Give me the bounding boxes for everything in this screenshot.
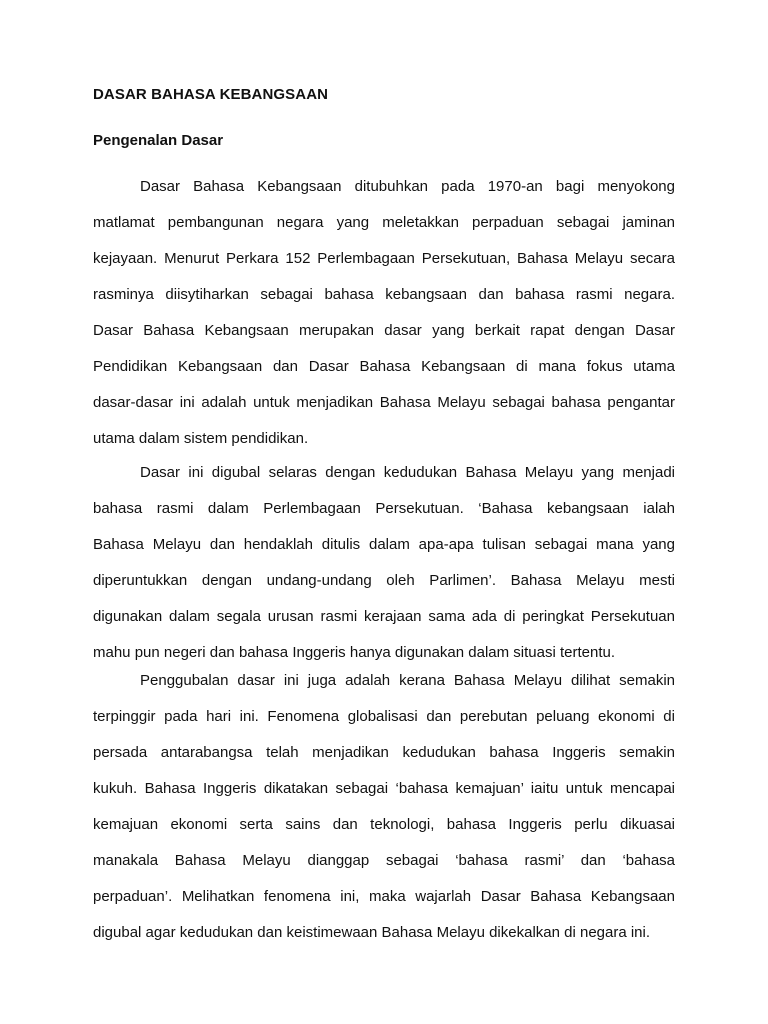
paragraph-line: digubal agar kedudukan dan keistimewaan Bahasa Melayu dikekalkan di negara ini. — [93, 924, 651, 941]
paragraph-line: Dasar ini digubal selaras dengan kedudukan Bahasa Melayu yang menjadi — [140, 464, 675, 481]
paragraph-line: Dasar Bahasa Kebangsaan merupakan dasar yang berkait rapat dengan Dasar — [93, 322, 675, 339]
paragraph-line: digunakan dalam segala urusan rasmi kerajaan sama ada di peringkat Persekutuan — [93, 608, 675, 625]
document-title: DASAR BAHASA KEBANGSAAN — [93, 86, 329, 103]
paragraph-line: manakala Bahasa Melayu dianggap sebagai ‘bahasa rasmi’ dan ‘bahasa — [93, 852, 675, 869]
paragraph-line: Pendidikan Kebangsaan dan Dasar Bahasa Kebangsaan di mana fokus utama — [93, 358, 675, 375]
paragraph-line: persada antarabangsa telah menjadikan kedudukan bahasa Inggeris semakin — [93, 744, 675, 761]
paragraph-line: kukuh. Bahasa Inggeris dikatakan sebagai ‘bahasa kemajuan’ iaitu untuk mencapai — [93, 780, 675, 797]
paragraph-line: kemajuan ekonomi serta sains dan teknologi, bahasa Inggeris perlu dikuasai — [93, 816, 675, 833]
paragraph-line: dasar-dasar ini adalah untuk menjadikan Bahasa Melayu sebagai bahasa pengantar — [93, 394, 675, 411]
paragraph-line: utama dalam sistem pendidikan. — [93, 430, 309, 447]
paragraph-line: Dasar Bahasa Kebangsaan ditubuhkan pada 1970-an bagi menyokong — [140, 178, 675, 195]
paragraph-line: Bahasa Melayu dan hendaklah ditulis dalam apa-apa tulisan sebagai mana yang — [93, 536, 675, 553]
paragraph-line: terpinggir pada hari ini. Fenomena globalisasi dan perebutan peluang ekonomi di — [93, 708, 675, 725]
paragraph-line: diperuntukkan dengan undang-undang oleh Parlimen’. Bahasa Melayu mesti — [93, 572, 675, 589]
paragraph-line: mahu pun negeri dan bahasa Inggeris hanya digunakan dalam situasi tertentu. — [93, 644, 616, 661]
paragraph-line: perpaduan’. Melihatkan fenomena ini, maka wajarlah Dasar Bahasa Kebangsaan — [93, 888, 675, 905]
paragraph-line: Penggubalan dasar ini juga adalah kerana Bahasa Melayu dilihat semakin — [140, 672, 675, 689]
paragraph-1 — [93, 177, 675, 465]
paragraph-line: kejayaan. Menurut Perkara 152 Perlembagaan Persekutuan, Bahasa Melayu secara — [93, 250, 675, 267]
paragraph-line: matlamat pembangunan negara yang meletakkan perpaduan sebagai jaminan — [93, 214, 675, 231]
section-heading: Pengenalan Dasar — [93, 132, 224, 149]
paragraph-line: bahasa rasmi dalam Perlembagaan Persekutuan. ‘Bahasa kebangsaan ialah — [93, 500, 675, 517]
paragraph-line: rasminya diisytiharkan sebagai bahasa kebangsaan dan bahasa rasmi negara. — [93, 286, 675, 303]
paragraph-3 — [93, 671, 675, 959]
paragraph-2 — [93, 463, 675, 679]
